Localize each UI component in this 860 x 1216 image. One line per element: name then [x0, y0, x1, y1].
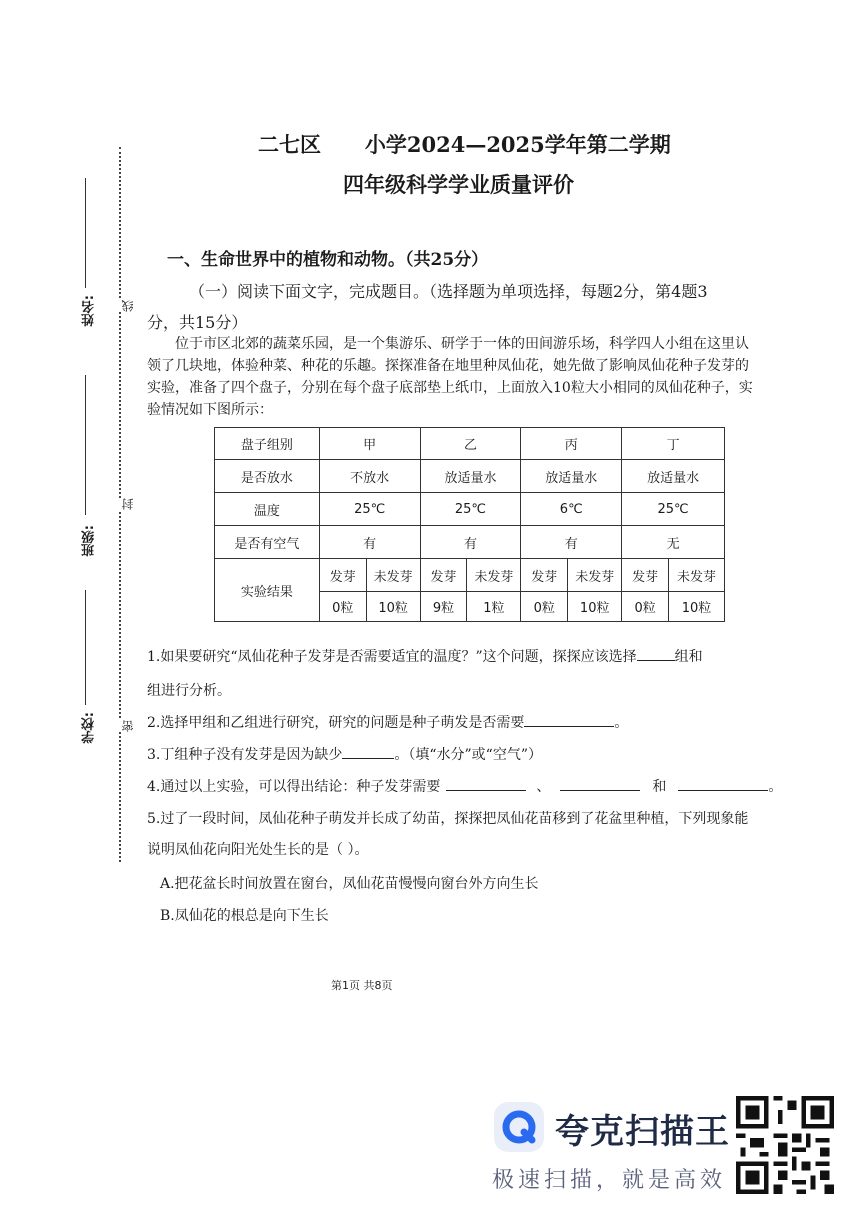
- table-cell: 发芽: [622, 559, 669, 592]
- passage-line: 验情况如下图所示：: [147, 402, 273, 418]
- table-cell: 丙: [521, 428, 622, 460]
- table-cell: 未发芽: [568, 559, 622, 592]
- table-cell: 是否有空气: [215, 526, 320, 559]
- quark-logo-icon: [494, 1102, 544, 1152]
- table-cell: 有: [319, 526, 420, 559]
- table-cell: 25℃: [420, 493, 521, 526]
- table-cell: 放适量水: [521, 460, 622, 493]
- table-cell: 乙: [420, 428, 521, 460]
- question-text: 。（填“水分”或“空气”）: [394, 747, 542, 763]
- reading-passage: [147, 333, 787, 421]
- binding-marker-seal: 封: [121, 498, 135, 510]
- table-cell: 实验结果: [215, 559, 320, 622]
- class-label: 班级:: [82, 525, 97, 557]
- table-cell: 未发芽: [467, 559, 521, 592]
- table-cell: 未发芽: [366, 559, 420, 592]
- question-1-line2: 组进行分析。: [147, 683, 231, 699]
- instruction-line1: （一）阅读下面文字，完成题目。（选择题为单项选择，每题2分，第4题3: [189, 282, 708, 301]
- table-cell: 丁: [622, 428, 725, 460]
- name-write-line: [85, 178, 86, 288]
- watermark-brand: 夸克扫描王: [555, 1112, 730, 1152]
- watermark-slogan: 极速扫描，就是高效: [492, 1168, 727, 1193]
- passage-line: 实验，准备了四个盘子，分别在每个盘子底部垫上纸巾，上面放入10粒大小相同的凤仙花种子，实: [147, 380, 753, 396]
- school-label: 学校:: [82, 712, 97, 744]
- table-cell: 无: [622, 526, 725, 559]
- name-label: 姓名:: [82, 295, 97, 327]
- question-4: [147, 776, 782, 796]
- table-cell: 盘子组别: [215, 428, 320, 460]
- table-cell: 有: [420, 526, 521, 559]
- question-text: 。: [614, 715, 629, 731]
- answer-blank[interactable]: [560, 776, 640, 791]
- table-cell: 10粒: [669, 592, 725, 622]
- table-cell: 10粒: [568, 592, 622, 622]
- instruction-line2: 分，共15分）: [147, 313, 248, 332]
- table-cell: 1粒: [467, 592, 521, 622]
- table-cell: 0粒: [521, 592, 568, 622]
- table-row-result-headers: [215, 559, 725, 592]
- table-cell: 10粒: [366, 592, 420, 622]
- question-1: [147, 646, 703, 666]
- table-cell: 0粒: [319, 592, 366, 622]
- binding-marker-secret: 密: [121, 720, 135, 732]
- section-heading: 一、生命世界中的植物和动物。（共25分）: [167, 250, 489, 270]
- table-row-water: [215, 460, 725, 493]
- question-text: 4.通过以上实验，可以得出结论：种子发芽需要: [147, 779, 441, 795]
- question-text: 组和: [674, 649, 703, 665]
- option-b[interactable]: B.凤仙花的根总是向下生长: [160, 908, 329, 924]
- page-number: 第1页 共8页: [331, 979, 393, 992]
- table-cell: 未发芽: [669, 559, 725, 592]
- passage-line: 领了几块地，体验种菜、种花的乐趣。探探准备在地里种凤仙花，她先做了影响凤仙花种子发芽的: [147, 358, 749, 374]
- table-cell: 发芽: [420, 559, 467, 592]
- question-text: 1.如果要研究“凤仙花种子发芽是否需要适宜的温度？”这个问题，探探应该选择: [147, 649, 637, 665]
- question-2: [147, 712, 628, 732]
- exam-title-line1: 二七区 小学2024—2025学年第二学期: [258, 132, 671, 157]
- table-cell: 不放水: [319, 460, 420, 493]
- table-cell: 温度: [215, 493, 320, 526]
- school-write-line: [85, 590, 86, 705]
- binding-marker-line: 线: [121, 300, 135, 312]
- qr-code-icon: [736, 1096, 834, 1194]
- option-a[interactable]: A.把花盆长时间放置在窗台，凤仙花苗慢慢向窗台外方向生长: [160, 876, 539, 892]
- table-cell: 甲: [319, 428, 420, 460]
- table-row-temperature: [215, 493, 725, 526]
- exam-title-line2: 四年级科学学业质量评价: [343, 172, 574, 197]
- table-cell: 放适量水: [420, 460, 521, 493]
- answer-blank[interactable]: [678, 776, 768, 791]
- answer-blank[interactable]: [446, 776, 526, 791]
- question-text: 2.选择甲组和乙组进行研究，研究的问题是种子萌发是否需要: [147, 715, 525, 731]
- question-text: 和: [652, 779, 667, 795]
- table-row-group: [215, 428, 725, 460]
- table-cell: 25℃: [319, 493, 420, 526]
- table-cell: 6℃: [521, 493, 622, 526]
- table-cell: 发芽: [319, 559, 366, 592]
- question-text: 。: [768, 779, 783, 795]
- passage-line: 位于市区北郊的蔬菜乐园，是一个集游乐、研学于一体的田间游乐场，科学四人小组在这里认: [175, 336, 749, 352]
- table-cell: 9粒: [420, 592, 467, 622]
- answer-blank[interactable]: [342, 744, 394, 759]
- table-cell: 发芽: [521, 559, 568, 592]
- table-cell: 有: [521, 526, 622, 559]
- class-write-line: [85, 375, 86, 515]
- answer-blank[interactable]: [524, 712, 614, 727]
- table-row-air: [215, 526, 725, 559]
- question-3: [147, 744, 542, 764]
- answer-blank[interactable]: [637, 646, 675, 661]
- table-cell: 25℃: [622, 493, 725, 526]
- experiment-table: [214, 427, 725, 622]
- table-cell: 0粒: [622, 592, 669, 622]
- question-text: 、: [536, 779, 551, 795]
- table-cell: 是否放水: [215, 460, 320, 493]
- question-5-line1: 5.过了一段时间，凤仙花种子萌发并长成了幼苗，探探把凤仙花苗移到了花盆里种植，下列现象能: [147, 811, 749, 827]
- question-text: 3.丁组种子没有发芽是因为缺少: [147, 747, 343, 763]
- table-cell: 放适量水: [622, 460, 725, 493]
- question-5-line2: 说明凤仙花向阳光处生长的是（ ）。: [147, 842, 369, 858]
